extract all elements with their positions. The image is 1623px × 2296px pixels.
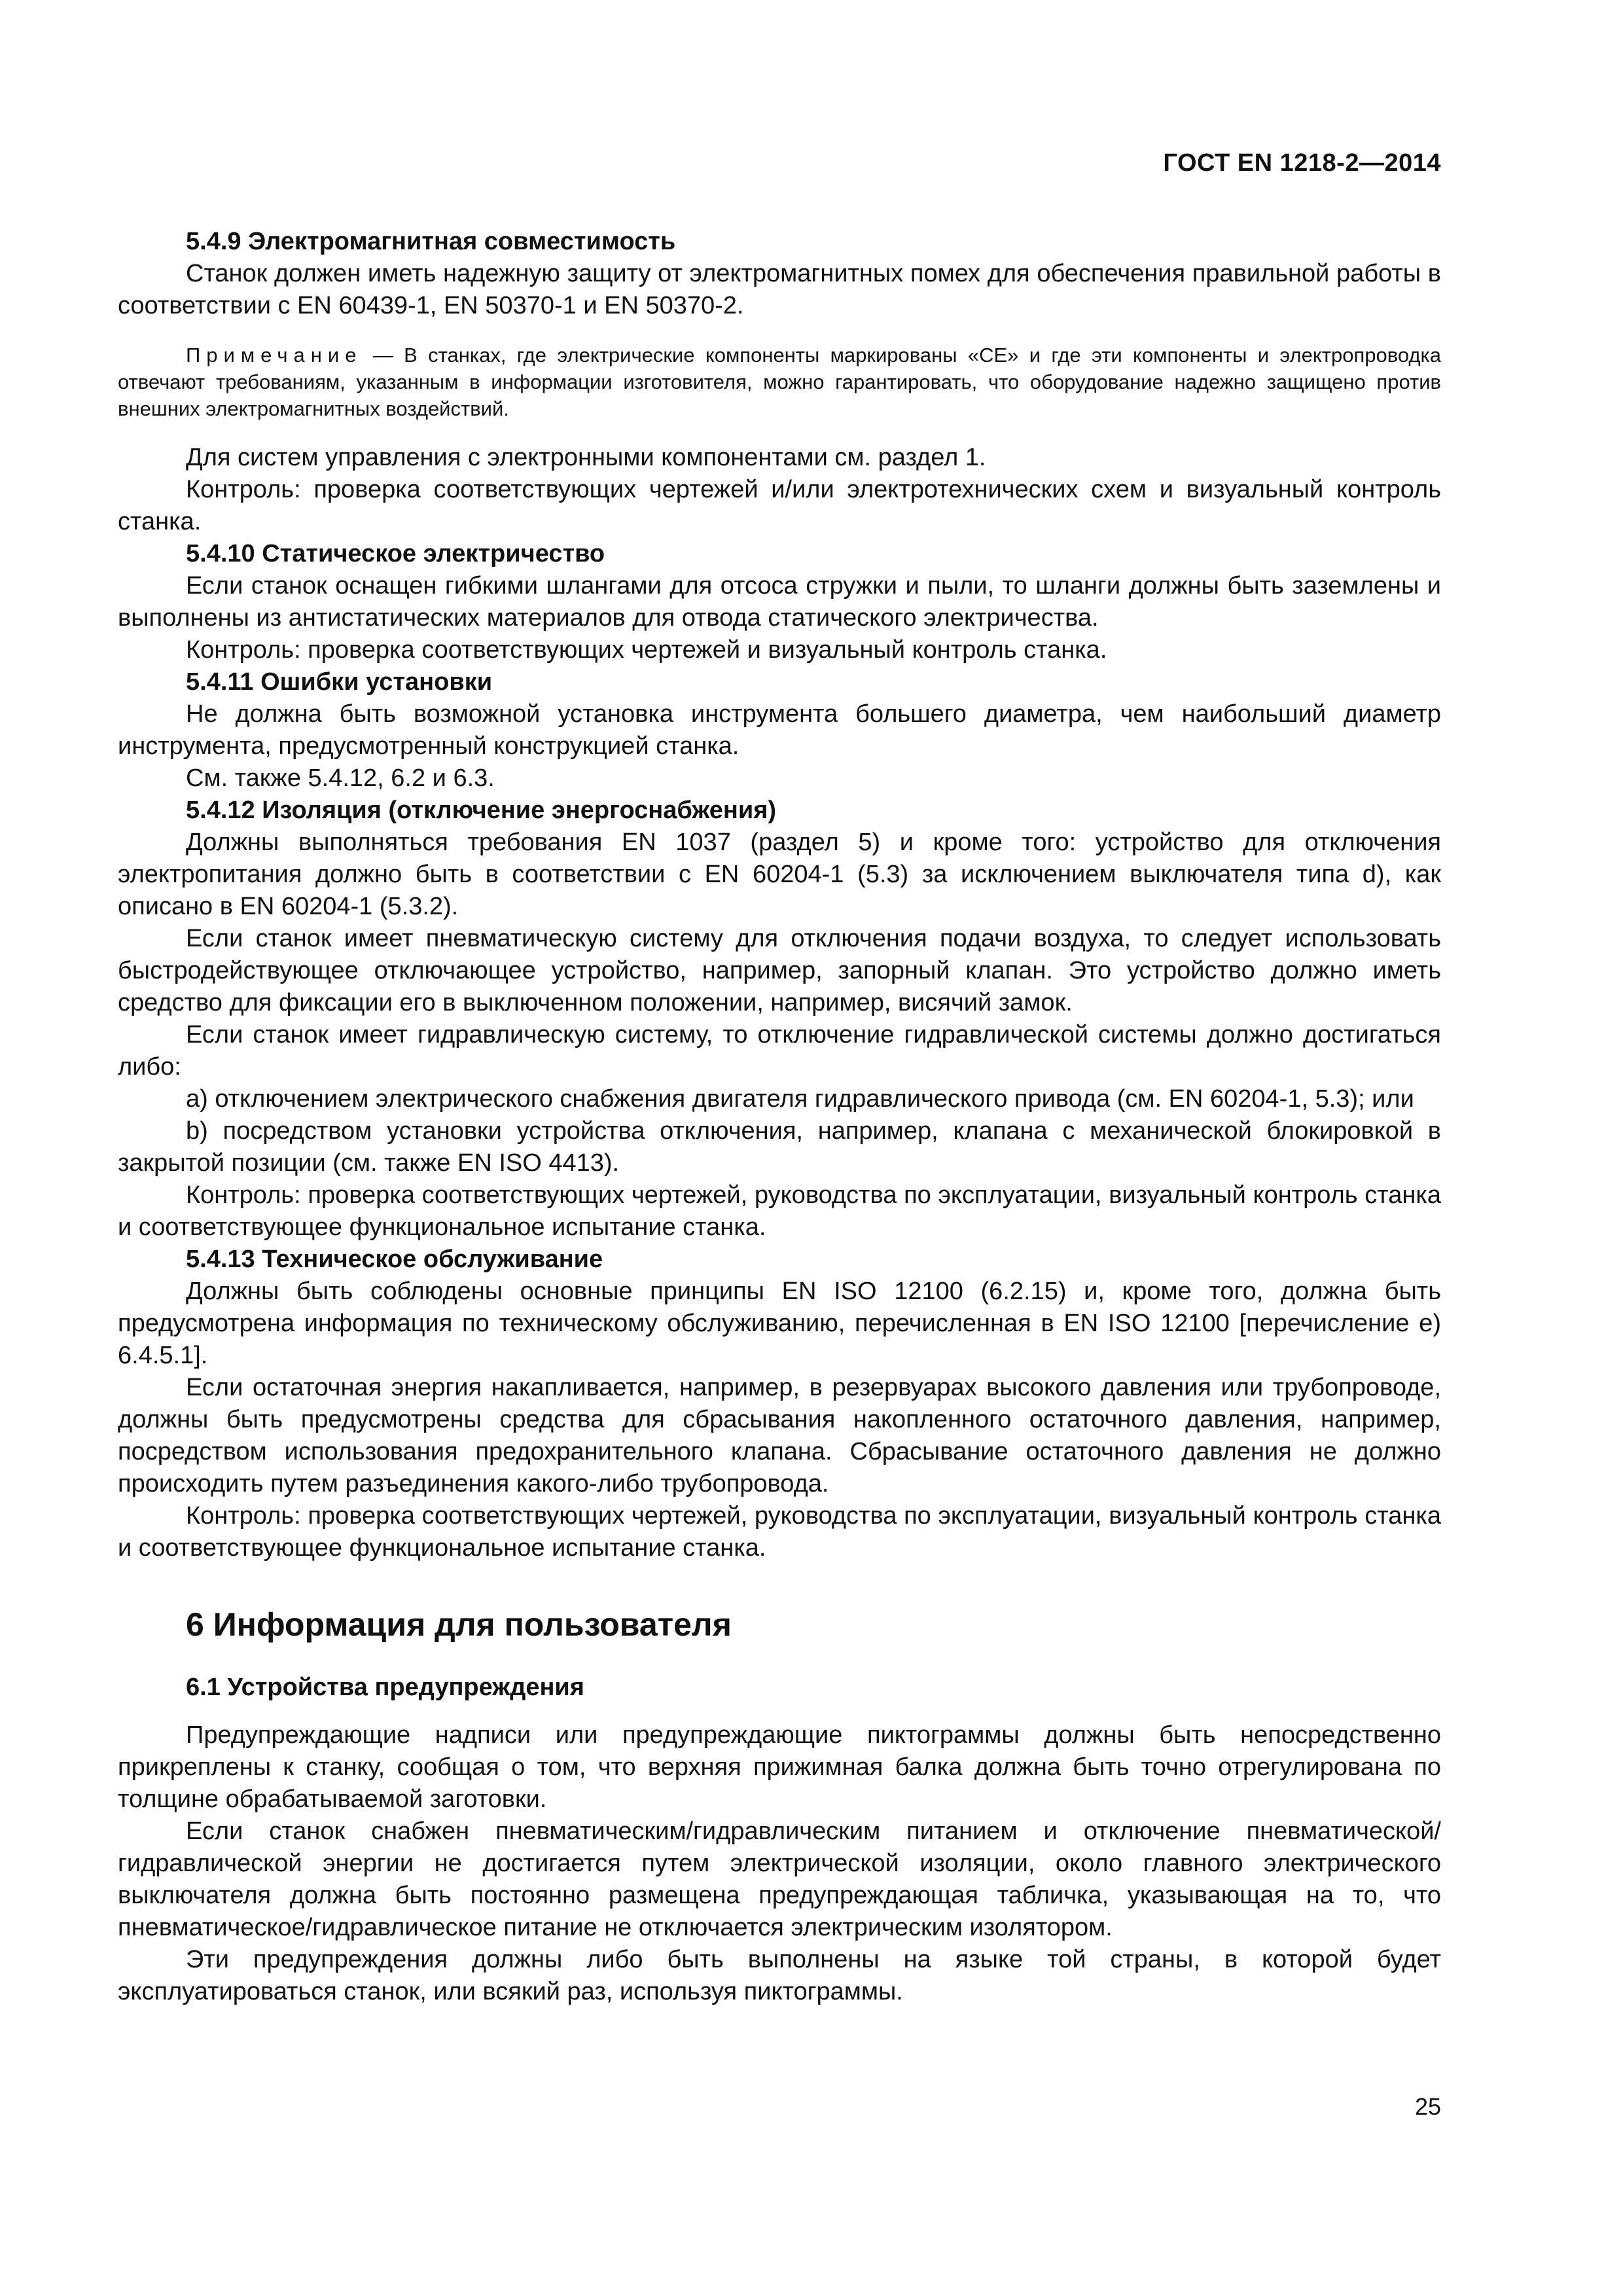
- subsection-heading: 5.4.12 Изоляция (отключение энергоснабжения): [186, 797, 777, 824]
- subsection-heading: 6.1 Устройства предупреждения: [186, 1674, 584, 1701]
- note-paragraph: [118, 342, 1441, 422]
- body-paragraph: Если станок оснащен гибкими шлангами для отсоса стружки и пыли, то шланги должны быть заземлены и выполнены из антистатических материалов для отвода статического электричества.: [118, 572, 1441, 632]
- subsection-heading: 5.4.9 Электромагнитная совместимость: [186, 228, 676, 255]
- body-paragraph: Предупреждающие надписи или предупреждающие пиктограммы должны быть непосредственно прикреплены к станку, сообщая о том, что верхняя прижимная балка должна быть точно отрегулирована по толщине обрабатываемой заготовки.: [118, 1721, 1441, 1813]
- document-body: [118, 226, 1441, 2008]
- page-number: 25: [1414, 2093, 1441, 2120]
- document-code-header: ГОСТ EN 1218-2—2014: [1163, 149, 1441, 177]
- body-paragraph: Если станок имеет гидравлическую систему, то отключение гидравлической системы должно достигаться либо:: [118, 1021, 1441, 1081]
- subsection-heading: 5.4.10 Статическое электричество: [186, 540, 605, 567]
- body-paragraph: Контроль: проверка соответствующих чертежей и визуальный контроль станка.: [186, 636, 1107, 664]
- subsection-heading: 5.4.13 Техническое обслуживание: [186, 1246, 603, 1273]
- note-label: Примечание: [186, 344, 363, 367]
- body-paragraph: Если станок имеет пневматическую систему для отключения подачи воздуха, то следует использовать быстродействующее отключающее устройство, например, запорный клапан. Это устройство должно иметь средство для фиксации его в выключенном положении, например, висячий замок.: [118, 925, 1441, 1016]
- body-paragraph: Контроль: проверка соответствующих чертежей, руководства по эксплуатации, визуальный контроль станка и соответствующее функциональное испытание станка.: [118, 1181, 1441, 1241]
- body-paragraph: Станок должен иметь надежную защиту от электромагнитных помех для обеспечения правильной работы в соответствии с EN 60439-1, EN 50370-1 и EN 50370-2.: [118, 260, 1441, 319]
- body-paragraph: Не должна быть возможной установка инструмента большего диаметра, чем наибольший диаметр инструмента, предусмотренный конструкцией станка.: [118, 700, 1441, 760]
- section-heading: 6 Информация для пользователя: [186, 1606, 732, 1643]
- body-paragraph: См. также 5.4.12, 6.2 и 6.3.: [186, 764, 495, 792]
- body-paragraph: b) посредством установки устройства отключения, например, клапана с механической блокировкой в закрытой позиции (см. также EN ISO 4413).: [118, 1117, 1441, 1177]
- body-paragraph: Должны быть соблюдены основные принципы EN ISO 12100 (6.2.15) и, кроме того, должна быть предусмотрена информация по техническому обслуживанию, перечисленная в EN ISO 12100 [перечисление e) 6.4.5.1].: [118, 1278, 1441, 1369]
- subsection-heading: 5.4.11 Ошибки установки: [186, 668, 493, 696]
- body-paragraph: Должны выполняться требования EN 1037 (раздел 5) и кроме того: устройство для отключения электропитания должно быть в соответствии с EN 60204-1 (5.3) за исключением выключателя типа d), как описано в EN 60204-1 (5.3.2).: [118, 829, 1441, 920]
- body-paragraph: a) отключением электрического снабжения двигателя гидравлического привода (см. EN 60204-1, 5.3); или: [186, 1085, 1414, 1113]
- body-paragraph: Контроль: проверка соответствующих чертежей, руководства по эксплуатации, визуальный контроль станка и соответствующее функциональное испытание станка.: [118, 1502, 1441, 1562]
- body-paragraph: Для систем управления с электронными компонентами см. раздел 1.: [186, 444, 986, 471]
- body-paragraph: Эти предупреждения должны либо быть выполнены на языке той страны, в которой будет эксплуатироваться станок, или всякий раз, используя пиктограммы.: [118, 1946, 1441, 2005]
- body-paragraph: Контроль: проверка соответствующих чертежей и/или электротехнических схем и визуальный контроль станка.: [118, 476, 1441, 535]
- body-paragraph: Если станок снабжен пневматическим/гидравлическим питанием и отключение пневматической/гидравлической энергии не достигается путем электрической изоляции, около главного электрического выключателя должна быть постоянно размещена предупреждающая табличка, указывающая на то, что пневматическое/гидравлическое питание не отключается электрическим изолятором.: [118, 1818, 1441, 1941]
- note-text: — В станках, где электрические компоненты маркированы «СЕ» и где эти компоненты и электропроводка отвечают требованиям, указанным в информации изготовителя, можно гарантировать, что оборудование надежно защищено против внешних электромагнитных воздействий.: [118, 344, 1441, 420]
- body-paragraph: Если остаточная энергия накапливается, например, в резервуарах высокого давления или трубопроводе, должны быть предусмотрены средства для сбрасывания накопленного остаточного давления, например, посредством использования предохранительного клапана. Сбрасывание остаточного давления не должно происходить путем разъединения какого-либо трубопровода.: [118, 1374, 1441, 1498]
